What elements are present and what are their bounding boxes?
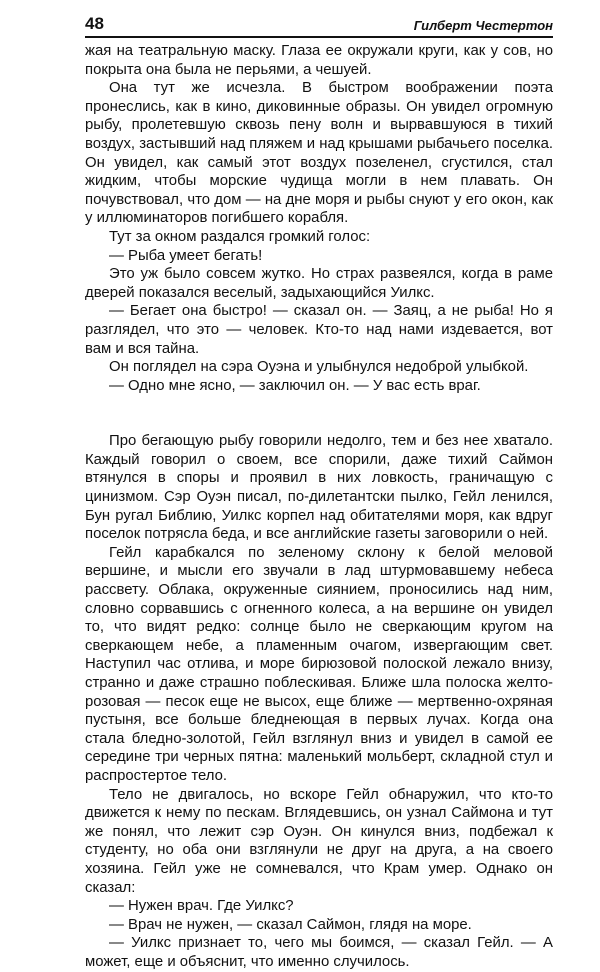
paragraph: Тут за окном раздался громкий голос:	[109, 228, 371, 245]
running-title: Гилберт Честертон	[413, 18, 553, 33]
book-page	[85, 14, 553, 972]
dialogue-line: — Врач не нужен, — сказал Саймон, глядя на море.	[109, 916, 472, 933]
dialogue-line: — Нужен врач. Где Уилкс?	[109, 898, 294, 915]
paragraph: Гейл карабкался по зеленому склону к белой меловой вершине, и мысли его звучали в лад штурмовавшему небеса рассвету. Облака, окруженные сиянием, проносились над ним, словно сорвавшись с огненного колеса, а на вершине он увидел то, что видят редко: солнце было не сверкающим кругом на сверкающем небе, а пламенным очагом, извергающим свет. Наступил час отлива, и море бирюзовой полоской лежало внизу, странно и даже страшно поблескивая. Ближе шла полоска желто-розовая — песок еще не высох, еще ближе — мертвенно-охряная пустыня, все больше бледнеющая в первых лучах. Когда она стала бледно-золотой, Гейл взглянул вниз и увидел в самой ее середине три черных пятна: маленький мольберт, складной стул и распростертое тело.	[85, 544, 553, 784]
paragraph: Про бегающую рыбу говорили недолго, тем и без нее хватало. Каждый говорил о своем, все спорили, даже тихий Саймон втянулся в споры и проявил в них ловкость, граничащую с цинизмом. Сэр Оуэн писал, по-дилетантски пылко, Гейл ленился, Бун ругал Библию, Уилкс корпел над обитателями моря, как вдруг поселок потрясла беда, и все английские газеты заговорили о ней.	[85, 433, 553, 543]
dialogue-line: — Рыба умеет бегать!	[109, 247, 263, 264]
paragraph: Это уж было совсем жутко. Но страх развеялся, когда в раме дверей показался веселый, задыхающийся Уилкс.	[85, 266, 553, 301]
paragraph: Тело не двигалось, но вскоре Гейл обнаружил, что кто-то движется к нему по пескам. Вглядевшись, он узнал Саймона и тут же понял, что лежит сэр Оуэн. Он кинулся вниз, подбежал к студенту, но оба они взглянули не друг на друга, а на своего хозяина. Гейл уже не сомневался, что Крам умер. Однако он сказал:	[85, 786, 553, 896]
paragraph: Она тут же исчезла. В быстром воображении поэта пронеслись, как в кино, диковинные образы. Он увидел огромную рыбу, пролетевшую сквозь пену волн и вырвавшуюся в тихий воздух, застывший над пляжем и над крышами рыбачьего поселка. Он увидел, как самый этот воздух позеленел, сгустился, стал жидким, чтобы морские чудища могли в нем плавать. Он почувствовал, что дом — на дне моря и рыбы снуют у его окон, как у иллюминаторов погибшего корабля.	[85, 80, 553, 227]
section-break	[85, 395, 553, 432]
dialogue-line: — Одно мне ясно, — заключил он. — У вас есть враг.	[109, 377, 481, 394]
page-number: 48	[85, 14, 104, 33]
dialogue-line: — Бегает она быстро! — сказал он. — Заяц, а не рыба! Но я разглядел, что это — человек. Кто-то над нами издевается, вот вам и вся тайна.	[85, 303, 553, 357]
page-header	[85, 14, 553, 38]
dialogue-line: — Уилкс признает то, чего мы боимся, — сказал Гейл. — А может, еще и объяснит, что именно случилось.	[85, 935, 553, 970]
paragraph: жая на театральную маску. Глаза ее окружали круги, как у сов, но покрыта она была не перьями, а чешуей.	[85, 43, 553, 78]
page-body	[85, 42, 553, 972]
paragraph: Он поглядел на сэра Оуэна и улыбнулся недоброй улыбкой.	[109, 359, 529, 376]
